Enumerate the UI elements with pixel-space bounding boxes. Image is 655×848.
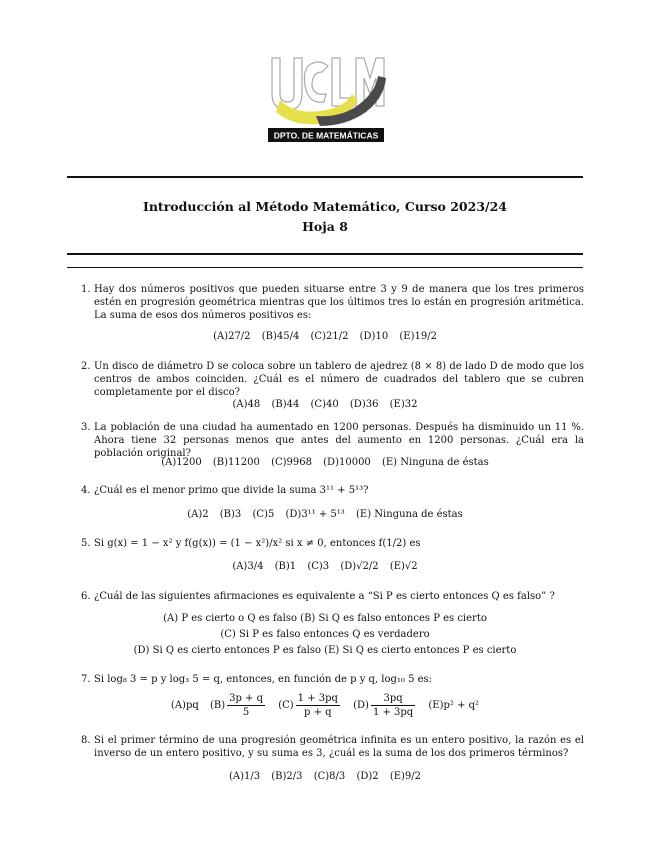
question-text: Si el primer término de una progresión geométrica infinita es un entero positivo, la razón es el inverso de un entero positivo, y su suma es 3, ¿cuál es la suma de los dos primeros términos? bbox=[94, 735, 584, 759]
page-title: Introducción al Método Matemático, Curso 2023/24 bbox=[142, 199, 507, 214]
question-6: 6. ¿Cuál de las siguientes afirmaciones es equivalente a “Si P es cierto entonces Q es falso” ? bbox=[81, 590, 584, 603]
question-text: La población de una ciudad ha aumentado en 1200 personas. Después ha disminuido un 11 %. Ahora tiene 32 personas menos que antes del aumento en 1200 personas. ¿Cuál era la población original? bbox=[94, 422, 584, 459]
option-a: (A)1/3 bbox=[228, 771, 261, 782]
question-3: 3. La población de una ciudad ha aumentado en 1200 personas. Después ha disminuido un 11 %. Ahora tiene 32 personas menos que antes del aumento en 1200 personas. ¿Cuál era la población original? bbox=[81, 422, 584, 459]
middle-rule bbox=[67, 253, 583, 255]
option-c: (C)21/2 bbox=[310, 331, 349, 342]
option-c: (C)5 bbox=[252, 509, 275, 520]
fraction: $\frac{3p + q}{5}$ bbox=[229, 693, 263, 718]
option-c: (C)3 bbox=[307, 561, 330, 572]
option-c: (C)40 bbox=[310, 399, 339, 410]
question-2: 2. Un disco de diámetro D se coloca sobre un tablero de ajedrez (8 × 8) de lado D de modo que los centros de ambos coinciden. ¿Cuál es el número de cuadrados del tablero que se cubren completamente por el disco? bbox=[81, 361, 584, 398]
fraction: $\frac{1 + 3pq}{p + q}$ bbox=[297, 693, 338, 718]
option-c: (C) $\frac{1 + 3pq}{p + q}$ bbox=[278, 693, 338, 718]
option-b: (B)45/4 bbox=[261, 331, 300, 342]
option-d: (D)2 bbox=[356, 771, 379, 782]
option-c: (C)8/3 bbox=[313, 771, 346, 782]
option-b: (B)44 bbox=[271, 399, 300, 410]
question-text: Si g(x) = 1 − x² y f(g(x)) = (1 − x²)/x² si x ≠ 0, entonces f(1/2) es bbox=[94, 538, 421, 549]
option-a: (A)2 bbox=[187, 509, 209, 520]
question-8: 8. Si el primer término de una progresión geométrica infinita es un entero positivo, la razón es el inverso de un entero positivo, y su suma es 3, ¿cuál es la suma de los dos primeros términos? bbox=[81, 735, 584, 759]
option-a: (A)3/4 bbox=[232, 561, 264, 572]
option-b: (B)11200 bbox=[212, 457, 260, 468]
question-text: Hay dos números positivos que pueden situarse entre 3 y 9 de manera que los tres primeros estén en progresión geométrica mientras que los últimos tres lo están en progresión aritmética. La suma de esos dos números positivos es: bbox=[94, 284, 584, 321]
sheet-title: Hoja 8 bbox=[302, 219, 348, 234]
question-6-option-line-1: (A) P es cierto o Q es falso (B) Si Q es falso entonces P es cierto bbox=[163, 613, 487, 624]
fraction: $\frac{3pq}{1 + 3pq}$ bbox=[372, 693, 414, 718]
option-a: (A)pq bbox=[170, 700, 199, 711]
question-text: Si log₈ 3 = p y log₃ 5 = q, entonces, en función de p y q, log₁₀ 5 es: bbox=[94, 674, 433, 685]
question-1-options bbox=[67, 330, 583, 344]
option-e: (E) Ninguna de éstas bbox=[356, 509, 463, 520]
question-4-options bbox=[67, 508, 583, 522]
option-d: (D)10000 bbox=[323, 457, 371, 468]
option-e: (E)√2 bbox=[389, 561, 418, 572]
option-d: (D) $\frac{3pq}{1 + 3pq}$ bbox=[353, 693, 414, 718]
question-3-options bbox=[67, 456, 583, 470]
option-b: (B)2/3 bbox=[271, 771, 303, 782]
question-text: Un disco de diámetro D se coloca sobre un tablero de ajedrez (8 × 8) de lado D de modo que los centros de ambos coinciden. ¿Cuál es el número de cuadrados del tablero que se cubren completamente por el disco? bbox=[94, 361, 584, 398]
question-6-option-line-2: (C) Si P es falso entonces Q es verdadero bbox=[220, 629, 430, 640]
option-e: (E) Ninguna de éstas bbox=[381, 457, 489, 468]
option-d: (D)36 bbox=[349, 399, 379, 410]
uclm-logo bbox=[266, 54, 386, 144]
question-7-options bbox=[67, 692, 583, 719]
question-text: ¿Cuál es el menor primo que divide la suma 3¹¹ + 5¹³? bbox=[94, 485, 369, 496]
question-6-option-line-3: (D) Si Q es cierto entonces P es falso (E) Si Q es cierto entonces P es cierto bbox=[133, 645, 517, 656]
question-5-options bbox=[67, 560, 583, 574]
question-5: 5. Si g(x) = 1 − x² y f(g(x)) = (1 − x²)/x² si x ≠ 0, entonces f(1/2) es bbox=[81, 537, 584, 550]
question-1: 1. Hay dos números positivos que pueden situarse entre 3 y 9 de manera que los tres primeros estén en progresión geométrica mientras que los últimos tres lo están en progresión aritmética. La suma de esos dos números positivos es: bbox=[81, 284, 584, 321]
option-e: (E)9/2 bbox=[389, 771, 422, 782]
option-a: (A)27/2 bbox=[213, 331, 251, 342]
question-7: 7. Si log₈ 3 = p y log₃ 5 = q, entonces, en función de p y q, log₁₀ 5 es: bbox=[81, 673, 584, 686]
top-rule bbox=[67, 176, 583, 178]
dept-label: DPTO. DE MATEMÁTICAS bbox=[273, 130, 379, 141]
question-text: ¿Cuál de las siguientes afirmaciones es equivalente a “Si P es cierto entonces Q es falso” ? bbox=[94, 591, 555, 602]
option-e: (E)p² + q² bbox=[428, 700, 480, 711]
option-d: (D)10 bbox=[359, 331, 389, 342]
option-d: (D)√2/2 bbox=[340, 561, 379, 572]
bottom-rule bbox=[67, 267, 583, 268]
option-b: (B) $\frac{3p + q}{5}$ bbox=[209, 693, 263, 718]
question-2-options bbox=[67, 398, 583, 412]
question-4: 4. ¿Cuál es el menor primo que divide la suma 3¹¹ + 5¹³? bbox=[81, 484, 584, 497]
option-e: (E)19/2 bbox=[399, 331, 437, 342]
option-e: (E)32 bbox=[389, 399, 418, 410]
question-8-options bbox=[67, 770, 583, 784]
option-b: (B)3 bbox=[219, 509, 242, 520]
option-b: (B)1 bbox=[274, 561, 297, 572]
option-a: (A)48 bbox=[232, 399, 261, 410]
option-c: (C)9968 bbox=[271, 457, 312, 468]
option-a: (A)1200 bbox=[161, 457, 202, 468]
option-d: (D)3¹¹ + 5¹³ bbox=[285, 509, 345, 520]
